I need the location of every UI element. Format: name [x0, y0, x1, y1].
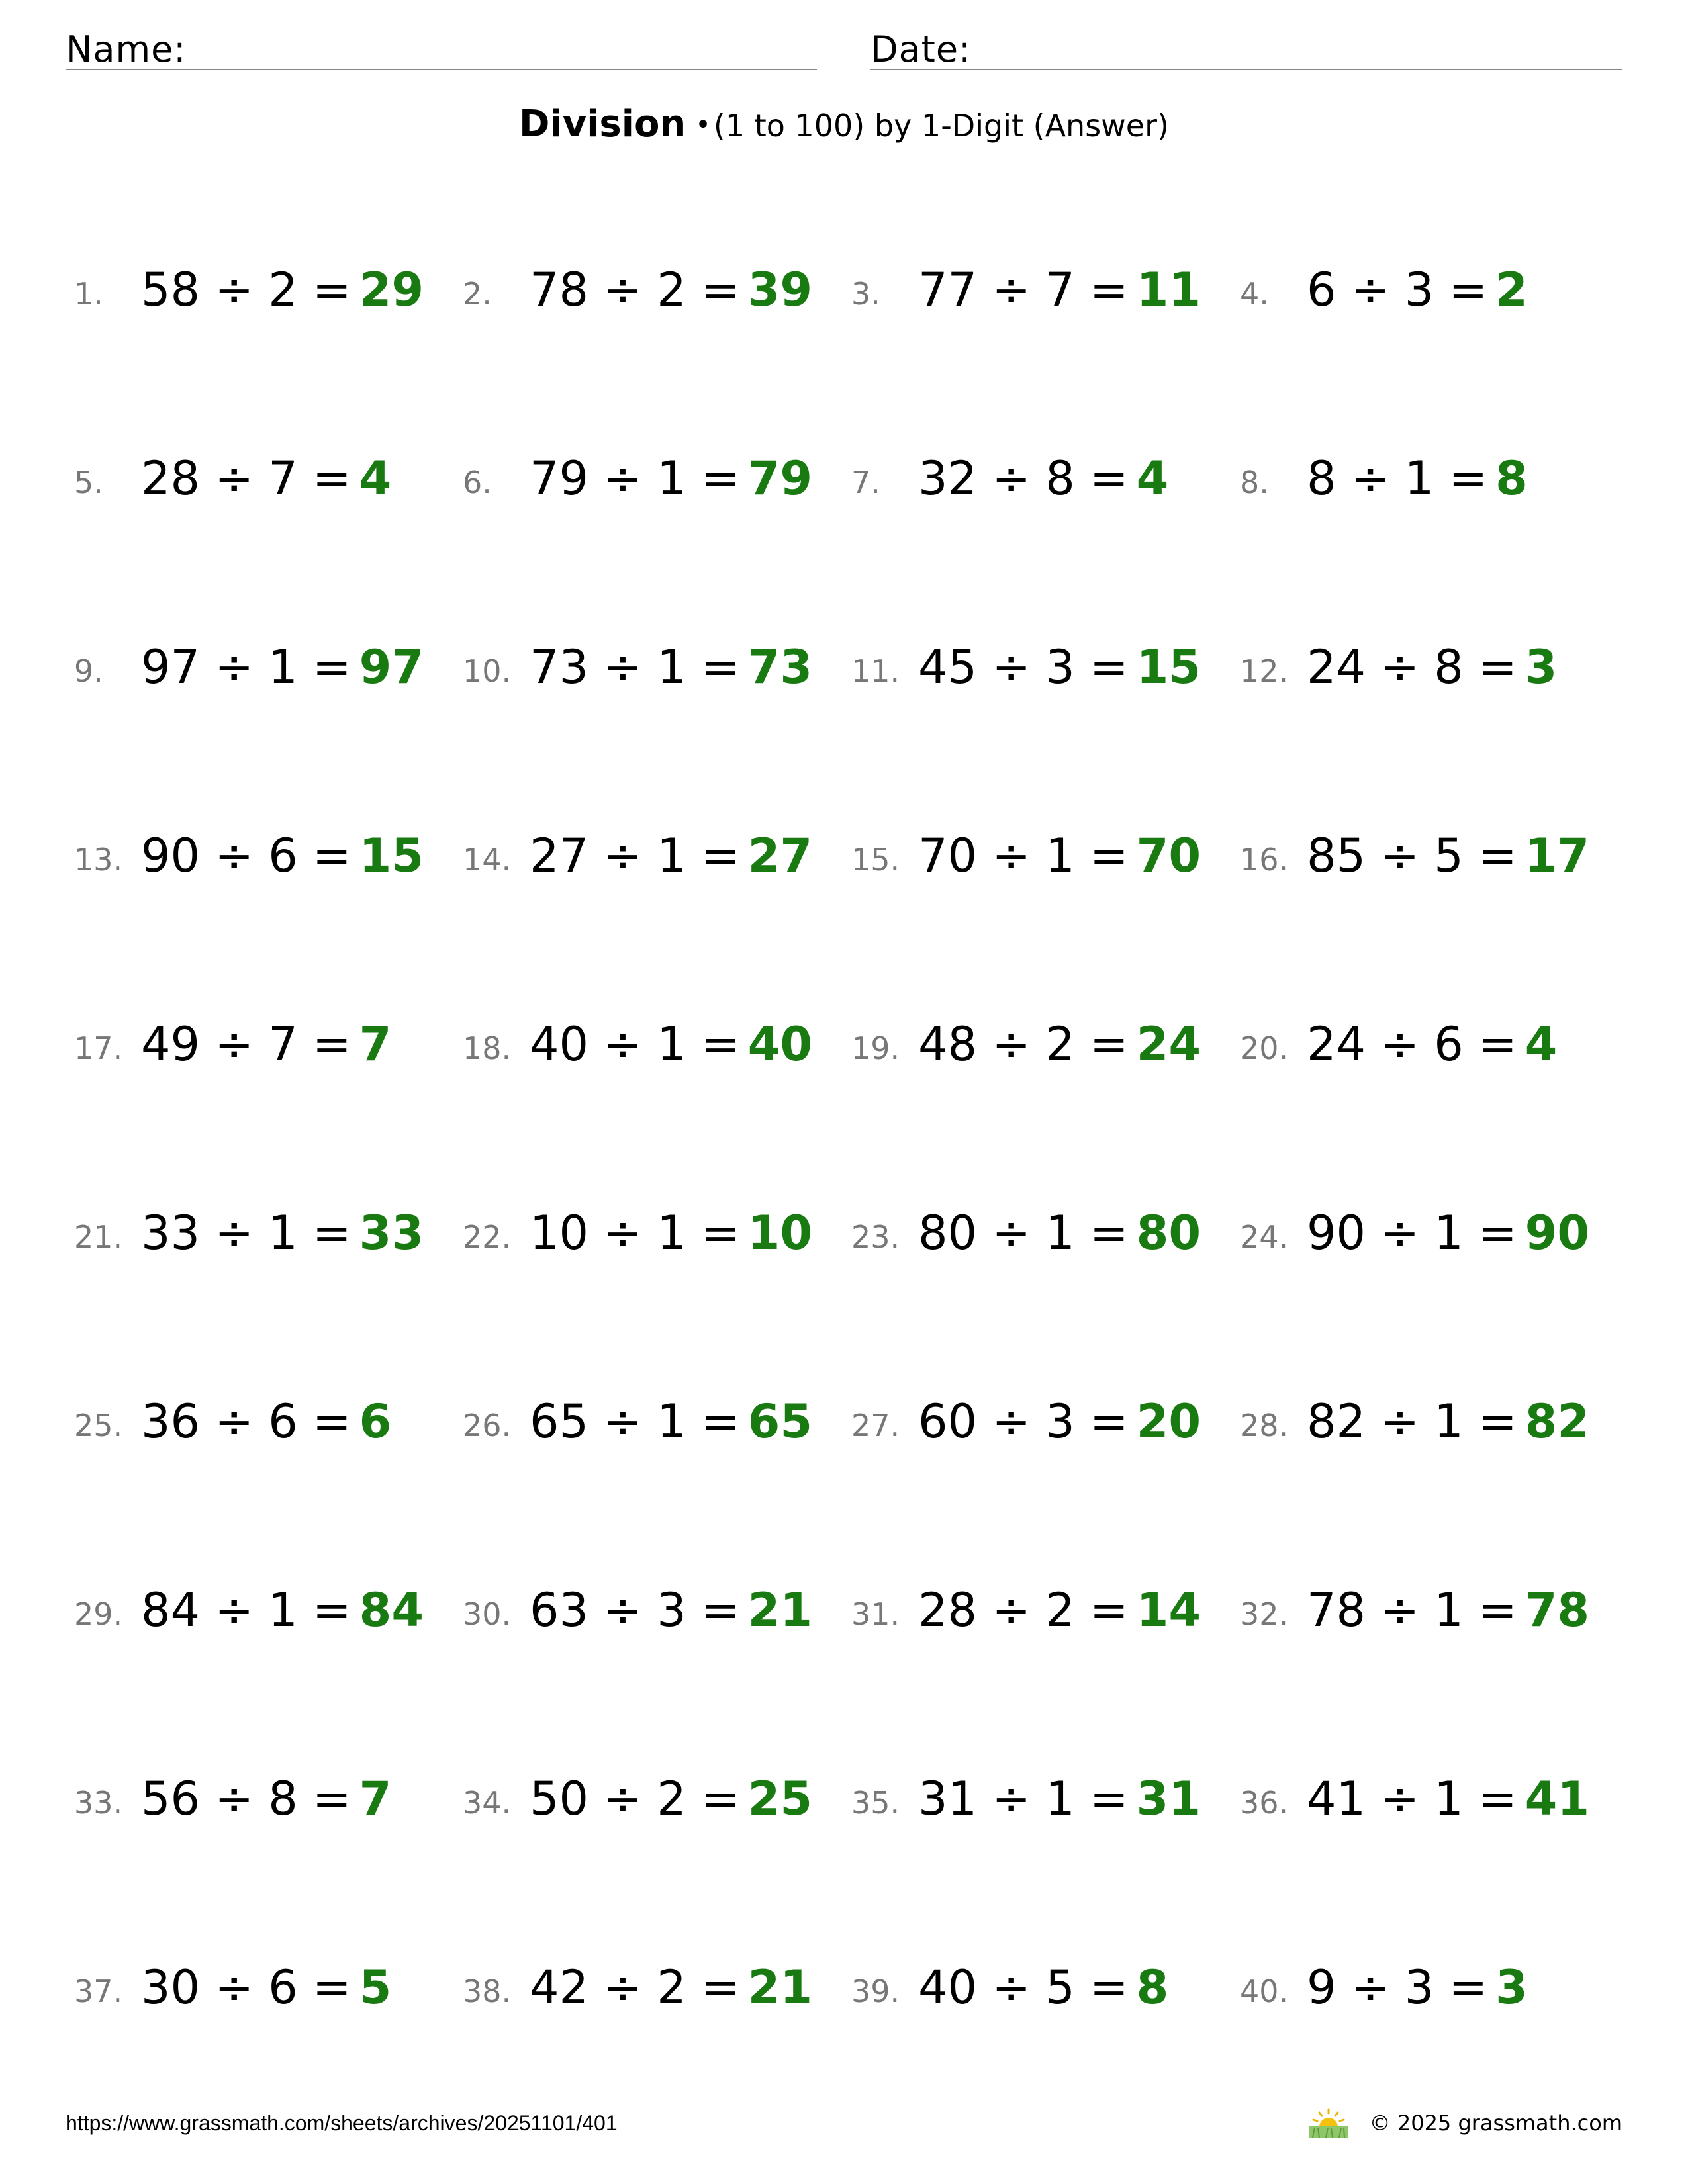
division-expression: 48 ÷ 2 = — [918, 1017, 1129, 1071]
division-expression: 31 ÷ 1 = — [918, 1772, 1129, 1826]
problem-expression — [1307, 1206, 1590, 1260]
problem-expression — [1307, 829, 1590, 883]
problem-expression — [918, 451, 1169, 506]
division-expression: 42 ÷ 2 = — [530, 1960, 740, 2015]
problem-expression — [530, 1583, 813, 1637]
problem-item — [851, 1393, 1222, 1453]
problem-item — [463, 1770, 833, 1830]
problem-number: 11. — [851, 653, 900, 689]
problem-number: 39. — [851, 1974, 900, 2009]
problem-item — [74, 450, 445, 510]
grass-sun-logo-icon — [1306, 2107, 1351, 2139]
problem-answer: 15 — [359, 829, 424, 883]
problem-number: 16. — [1240, 842, 1289, 878]
division-expression: 27 ÷ 1 = — [530, 829, 740, 883]
problem-item — [1240, 1016, 1611, 1075]
division-expression: 70 ÷ 1 = — [918, 829, 1129, 883]
division-expression: 78 ÷ 2 = — [530, 263, 740, 317]
problem-answer: 15 — [1136, 640, 1201, 694]
problem-number: 37. — [74, 1974, 123, 2009]
worksheet-title — [0, 103, 1688, 146]
division-expression: 24 ÷ 8 = — [1307, 640, 1517, 694]
problem-answer: 4 — [359, 451, 392, 506]
date-field[interactable] — [870, 25, 1622, 70]
problem-expression — [918, 1960, 1169, 2015]
problem-expression — [530, 451, 813, 506]
problem-item — [1240, 1205, 1611, 1264]
division-expression: 80 ÷ 1 = — [918, 1206, 1129, 1260]
problem-expression — [918, 1772, 1201, 1826]
division-expression: 36 ÷ 6 = — [141, 1394, 352, 1449]
problem-item — [74, 1582, 445, 1641]
problem-number: 15. — [851, 842, 900, 878]
copyright-text: © 2025 grassmath.com — [1369, 2111, 1622, 2136]
footer-credit — [1306, 2107, 1622, 2139]
problem-expression — [1307, 1960, 1528, 2015]
division-expression: 78 ÷ 1 = — [1307, 1583, 1517, 1637]
problem-expression — [141, 1206, 424, 1260]
problem-expression — [530, 1960, 813, 2015]
problem-item — [1240, 639, 1611, 698]
problem-number: 25. — [74, 1408, 123, 1443]
division-expression: 40 ÷ 5 = — [918, 1960, 1129, 2015]
problem-answer: 4 — [1524, 1017, 1558, 1071]
division-expression: 56 ÷ 8 = — [141, 1772, 352, 1826]
title-subtitle: (1 to 100) by 1-Digit (Answer) — [713, 108, 1169, 144]
problem-answer: 17 — [1524, 829, 1590, 883]
problem-expression — [530, 1772, 813, 1826]
division-expression: 45 ÷ 3 = — [918, 640, 1129, 694]
problem-answer: 33 — [359, 1206, 424, 1260]
division-expression: 9 ÷ 3 = — [1307, 1960, 1488, 2015]
problem-answer: 5 — [359, 1960, 392, 2015]
problem-expression — [530, 263, 813, 317]
problem-item — [1240, 1582, 1611, 1641]
problem-number: 4. — [1240, 276, 1269, 312]
division-expression: 6 ÷ 3 = — [1307, 263, 1488, 317]
problem-expression — [141, 451, 392, 506]
division-expression: 8 ÷ 1 = — [1307, 451, 1488, 506]
problem-answer: 90 — [1524, 1206, 1590, 1260]
problem-answer: 11 — [1136, 263, 1201, 317]
problem-expression — [530, 1017, 813, 1071]
problem-number: 38. — [463, 1974, 512, 2009]
problem-answer: 70 — [1136, 829, 1201, 883]
problem-item — [463, 1959, 833, 2019]
problem-expression — [141, 1960, 392, 2015]
problem-item — [463, 639, 833, 698]
problem-answer: 41 — [1524, 1772, 1590, 1826]
division-expression: 41 ÷ 1 = — [1307, 1772, 1517, 1826]
problem-item — [463, 261, 833, 321]
problem-answer: 7 — [359, 1772, 392, 1826]
name-field[interactable] — [66, 25, 817, 70]
problem-item — [74, 1205, 445, 1264]
problem-item — [1240, 1770, 1611, 1830]
problem-answer: 39 — [747, 263, 813, 317]
problem-number: 31. — [851, 1596, 900, 1632]
division-expression: 77 ÷ 7 = — [918, 263, 1129, 317]
division-expression: 40 ÷ 1 = — [530, 1017, 740, 1071]
division-expression: 49 ÷ 7 = — [141, 1017, 352, 1071]
problem-number: 7. — [851, 465, 880, 500]
problem-number: 27. — [851, 1408, 900, 1443]
problem-number: 28. — [1240, 1408, 1289, 1443]
title-separator: • — [695, 110, 711, 140]
problem-item — [74, 1016, 445, 1075]
problem-item — [74, 639, 445, 698]
problem-item — [463, 827, 833, 887]
problem-answer: 40 — [747, 1017, 813, 1071]
problem-number: 33. — [74, 1785, 123, 1821]
division-expression: 90 ÷ 6 = — [141, 829, 352, 883]
problem-number: 18. — [463, 1030, 512, 1066]
problem-answer: 78 — [1524, 1583, 1590, 1637]
division-expression: 84 ÷ 1 = — [141, 1583, 352, 1637]
problem-item — [851, 1205, 1222, 1264]
division-expression: 65 ÷ 1 = — [530, 1394, 740, 1449]
problem-number: 12. — [1240, 653, 1289, 689]
problem-answer: 31 — [1136, 1772, 1201, 1826]
problem-number: 22. — [463, 1219, 512, 1255]
problem-item — [463, 1582, 833, 1641]
problem-answer: 10 — [747, 1206, 813, 1260]
problem-item — [74, 261, 445, 321]
problem-expression — [918, 1206, 1201, 1260]
name-label: Name: — [66, 28, 187, 70]
title-main: Division — [519, 103, 686, 146]
problem-expression — [530, 1206, 813, 1260]
division-expression: 73 ÷ 1 = — [530, 640, 740, 694]
problem-expression — [918, 263, 1201, 317]
problem-item — [851, 827, 1222, 887]
date-label: Date: — [870, 28, 972, 70]
problem-number: 5. — [74, 465, 103, 500]
division-expression: 63 ÷ 3 = — [530, 1583, 740, 1637]
problem-item — [463, 1393, 833, 1453]
problem-expression — [918, 1583, 1201, 1637]
problem-answer: 7 — [359, 1017, 392, 1071]
division-expression: 28 ÷ 7 = — [141, 451, 352, 506]
problem-number: 23. — [851, 1219, 900, 1255]
problem-expression — [141, 1017, 392, 1071]
problem-item — [1240, 450, 1611, 510]
problem-item — [1240, 827, 1611, 887]
division-expression: 90 ÷ 1 = — [1307, 1206, 1517, 1260]
problem-number: 20. — [1240, 1030, 1289, 1066]
problem-number: 30. — [463, 1596, 512, 1632]
division-expression: 58 ÷ 2 = — [141, 263, 352, 317]
division-expression: 82 ÷ 1 = — [1307, 1394, 1517, 1449]
problem-answer: 20 — [1136, 1394, 1201, 1449]
problem-number: 2. — [463, 276, 492, 312]
problem-number: 17. — [74, 1030, 123, 1066]
problem-expression — [918, 1017, 1201, 1071]
problem-expression — [918, 829, 1201, 883]
problem-item — [74, 1959, 445, 2019]
problem-expression — [1307, 1394, 1590, 1449]
problem-item — [463, 1205, 833, 1264]
problem-expression — [530, 1394, 813, 1449]
problem-number: 6. — [463, 465, 492, 500]
problem-expression — [1307, 1772, 1590, 1826]
problem-answer: 84 — [359, 1583, 424, 1637]
problem-expression — [141, 1583, 424, 1637]
problem-item — [1240, 261, 1611, 321]
problem-expression — [1307, 451, 1528, 506]
problem-number: 10. — [463, 653, 512, 689]
division-expression: 85 ÷ 5 = — [1307, 829, 1517, 883]
problem-number: 9. — [74, 653, 103, 689]
problem-expression — [141, 829, 424, 883]
problem-answer: 73 — [747, 640, 813, 694]
division-expression: 50 ÷ 2 = — [530, 1772, 740, 1826]
problem-number: 3. — [851, 276, 880, 312]
problem-expression — [141, 1394, 392, 1449]
problem-item — [851, 450, 1222, 510]
problem-item — [851, 1582, 1222, 1641]
division-expression: 60 ÷ 3 = — [918, 1394, 1129, 1449]
problem-expression — [141, 1772, 392, 1826]
problem-item — [851, 1016, 1222, 1075]
division-expression: 97 ÷ 1 = — [141, 640, 352, 694]
problem-number: 14. — [463, 842, 512, 878]
problem-answer: 29 — [359, 263, 424, 317]
problem-number: 21. — [74, 1219, 123, 1255]
problem-number: 19. — [851, 1030, 900, 1066]
problem-item — [74, 1770, 445, 1830]
problem-answer: 21 — [747, 1583, 813, 1637]
problem-expression — [1307, 1017, 1558, 1071]
problem-item — [851, 639, 1222, 698]
problem-expression — [1307, 263, 1528, 317]
problem-item — [851, 1959, 1222, 2019]
problem-answer: 27 — [747, 829, 813, 883]
problem-expression — [918, 640, 1201, 694]
problem-item — [851, 1770, 1222, 1830]
problem-item — [851, 261, 1222, 321]
problem-answer: 14 — [1136, 1583, 1201, 1637]
division-expression: 28 ÷ 2 = — [918, 1583, 1129, 1637]
problem-answer: 3 — [1495, 1960, 1528, 2015]
problem-item — [1240, 1959, 1611, 2019]
problem-answer: 97 — [359, 640, 424, 694]
problem-expression — [530, 829, 813, 883]
problem-answer: 4 — [1136, 451, 1169, 506]
problem-answer: 24 — [1136, 1017, 1201, 1071]
problem-number: 24. — [1240, 1219, 1289, 1255]
division-expression: 32 ÷ 8 = — [918, 451, 1129, 506]
division-expression: 33 ÷ 1 = — [141, 1206, 352, 1260]
problem-answer: 6 — [359, 1394, 392, 1449]
problem-answer: 21 — [747, 1960, 813, 2015]
problem-number: 29. — [74, 1596, 123, 1632]
problem-number: 26. — [463, 1408, 512, 1443]
problem-number: 40. — [1240, 1974, 1289, 2009]
problem-expression — [141, 263, 424, 317]
problem-expression — [141, 640, 424, 694]
problem-item — [74, 827, 445, 887]
problem-answer: 2 — [1495, 263, 1528, 317]
problem-answer: 79 — [747, 451, 813, 506]
problem-number: 35. — [851, 1785, 900, 1821]
footer-url: https://www.grassmath.com/sheets/archives/20251101/401 — [66, 2111, 618, 2135]
problem-answer: 80 — [1136, 1206, 1201, 1260]
problem-answer: 3 — [1524, 640, 1558, 694]
problem-answer: 82 — [1524, 1394, 1590, 1449]
division-expression: 24 ÷ 6 = — [1307, 1017, 1517, 1071]
problem-answer: 8 — [1495, 451, 1528, 506]
problem-number: 32. — [1240, 1596, 1289, 1632]
problem-number: 8. — [1240, 465, 1269, 500]
problem-item — [463, 1016, 833, 1075]
problem-answer: 8 — [1136, 1960, 1169, 2015]
problem-item — [74, 1393, 445, 1453]
problem-number: 36. — [1240, 1785, 1289, 1821]
problem-answer: 65 — [747, 1394, 813, 1449]
division-expression: 30 ÷ 6 = — [141, 1960, 352, 2015]
problem-number: 1. — [74, 276, 103, 312]
problem-number: 13. — [74, 842, 123, 878]
problem-item — [1240, 1393, 1611, 1453]
problem-number: 34. — [463, 1785, 512, 1821]
problem-expression — [918, 1394, 1201, 1449]
division-expression: 79 ÷ 1 = — [530, 451, 740, 506]
problem-expression — [1307, 1583, 1590, 1637]
division-expression: 10 ÷ 1 = — [530, 1206, 740, 1260]
problem-expression — [1307, 640, 1558, 694]
problem-answer: 25 — [747, 1772, 813, 1826]
problem-item — [463, 450, 833, 510]
problem-expression — [530, 640, 813, 694]
